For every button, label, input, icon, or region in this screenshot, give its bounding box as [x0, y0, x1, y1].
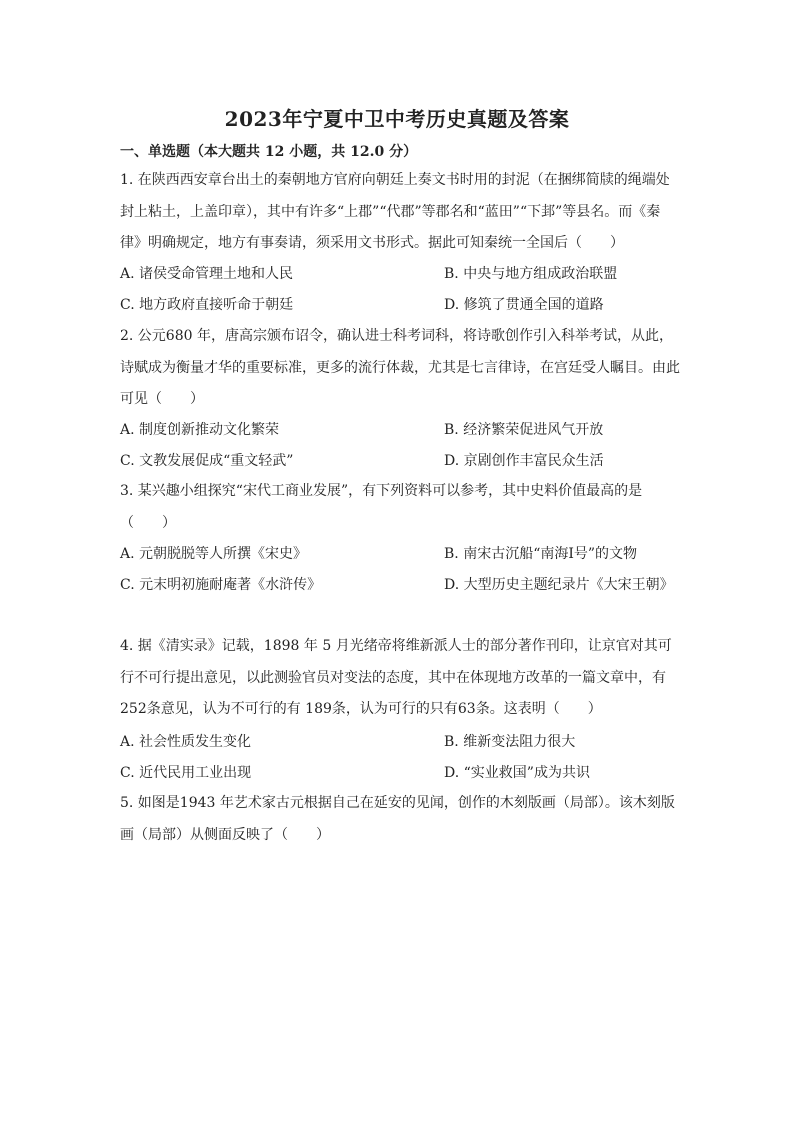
question-3-option-d: D. 大型历史主题纪录片《大宋王朝》 [444, 577, 674, 593]
question-3-text: 3. 某兴趣小组探究“宋代工商业发展”，有下列资料可以参考，其中史料价值最高的是（ ） [120, 483, 643, 531]
section-heading: 一、单选题（本大题共 12 小题，共 12.0 分） [120, 144, 418, 160]
question-2-option-d: D. 京剧创作丰富民众生活 [444, 453, 604, 469]
question-1-option-d: D. 修筑了贯通全国的道路 [444, 297, 604, 313]
question-3-option-c: C. 元末明初施耐庵著《水浒传》 [120, 577, 322, 593]
question-5-text: 5. 如图是1943 年艺术家古元根据自己在延安的见闻，创作的木刻版画（局部）。该木刻版画（局部）从侧面反映了（ ） [120, 795, 675, 843]
question-3-option-b: B. 南宋古沉船“南海Ⅰ号”的文物 [444, 546, 638, 562]
question-4-option-c: C. 近代民用工业出现 [120, 765, 252, 781]
question-4-option-d: D. “实业救国”成为共识 [444, 765, 590, 781]
question-2-option-c: C. 文教发展促成“重文轻武” [120, 453, 294, 469]
question-1-option-c: C. 地方政府直接听命于朝廷 [120, 297, 294, 313]
question-2-option-a: A. 制度创新推动文化繁荣 [120, 422, 280, 438]
question-2-text: 2. 公元680 年，唐高宗颁布诏令，确认进士科考词科，将诗歌创作引入科举考试，从此，诗赋成为衡量才华的重要标准，更多的流行体裁，尤其是七言律诗，在宫廷受人瞩目。由此可见（ ） [120, 328, 680, 407]
page-title: 2023年宁夏中卫中考历史真题及答案 [224, 107, 570, 131]
question-1-option-b: B. 中央与地方组成政治联盟 [444, 266, 618, 282]
question-1-option-a: A. 诸侯受命管理土地和人民 [120, 266, 294, 282]
question-4-text: 4. 据《清实录》记载，1898 年 5 月光绪帝将维新派人士的部分著作刊印，让京官对其可行不可行提出意见，以此测验官员对变法的态度，其中在体现地方改革的一篇文章中，有252条意见，认为不可行的有 189条，认为可行的只有63条。这表明（ ） [120, 638, 672, 717]
question-4-option-a: A. 社会性质发生变化 [120, 734, 252, 750]
question-2-option-b: B. 经济繁荣促进风气开放 [444, 422, 604, 438]
question-4-option-b: B. 维新变法阻力很大 [444, 734, 576, 750]
question-1-text: 1. 在陕西西安章台出土的秦朝地方官府向朝廷上奏文书时用的封泥（在捆绑简牍的绳端处封上粘土，上盖印章），其中有许多“上郡”“代郡”等郡名和“蓝田”“下邽”等县名。而《秦律》明确规定，地方有事奏请，须采用文书形式。据此可知秦统一全国后（ ） [120, 172, 670, 251]
question-3-option-a: A. 元朝脱脱等人所撰《宋史》 [120, 546, 308, 562]
